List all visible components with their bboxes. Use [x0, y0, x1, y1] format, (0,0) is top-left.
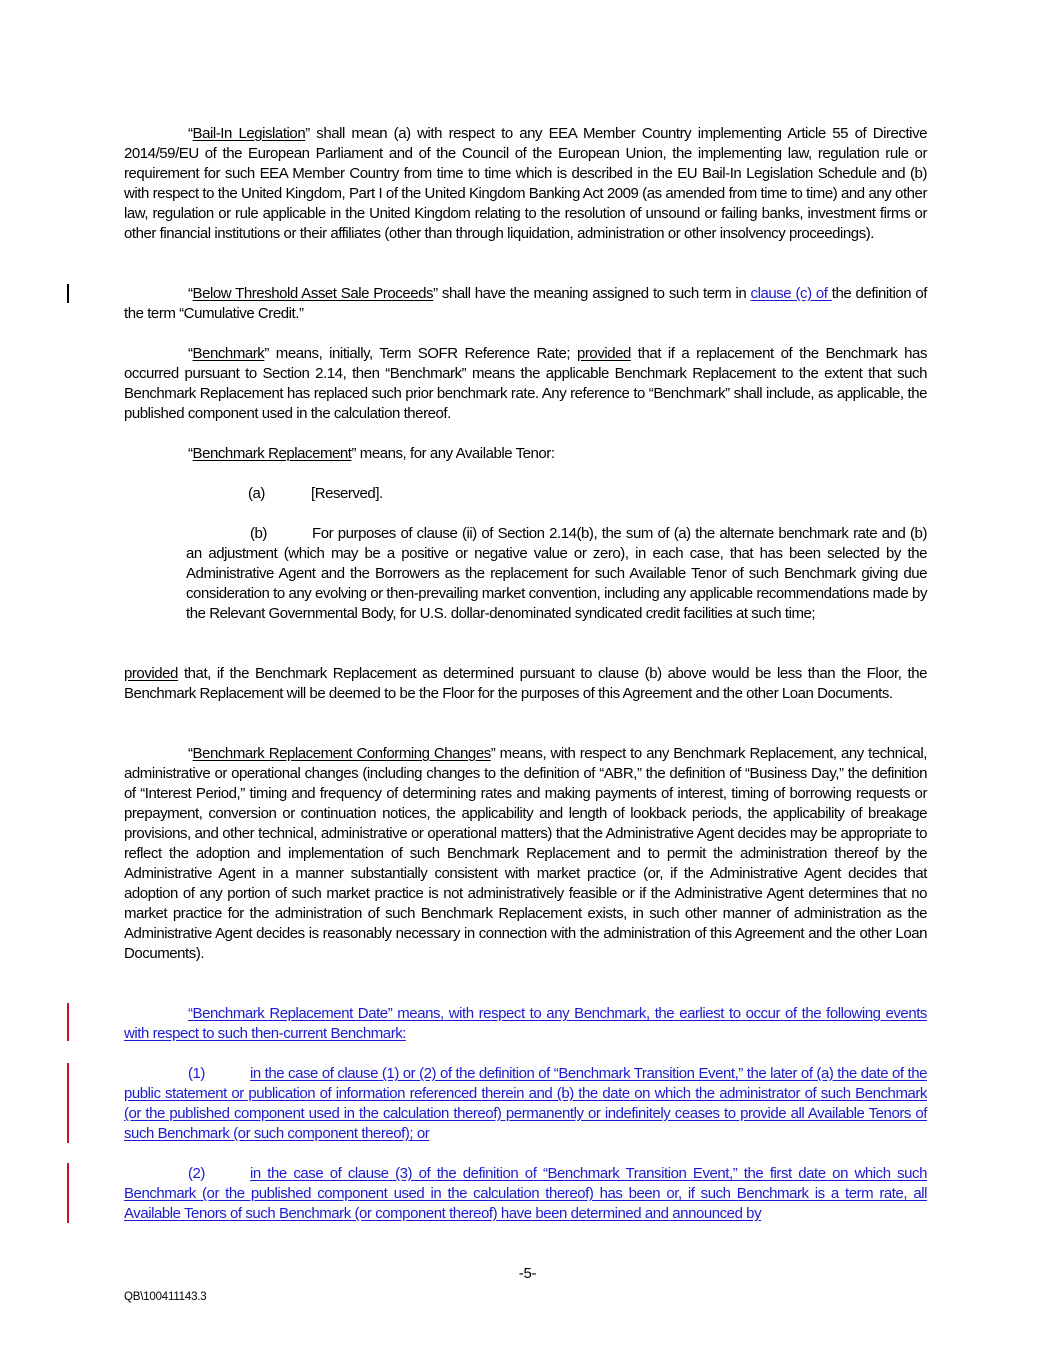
inserted-text: in the case of clause (3) of the definition of “Benchmark Transition Event,” the first date on which such Benchmark (or the published component used in the calculation thereof) has been or, if such Benchmark is a term rate, all Available Tenors of such Benchmark (or component thereof) have been determined and announced by [124, 1165, 927, 1222]
change-bar [67, 284, 69, 303]
clause-label: (1) [188, 1065, 205, 1082]
clause-1 [124, 1064, 927, 1144]
definition-text: the definition of the term “Cumulative Credit.” [124, 285, 927, 322]
definition-text: ” means, initially, Term SOFR Reference Rate; [264, 345, 577, 362]
quote-open: “ [188, 125, 193, 142]
change-bar [67, 1163, 69, 1223]
inserted-text: “Benchmark Replacement Date” means, with respect to any Benchmark, the earliest to occur of the following events with respect to such then-current Benchmark: [124, 1005, 927, 1042]
clause-b [186, 524, 927, 624]
proviso-text: that, if the Benchmark Replacement as determined pursuant to clause (b) above would be less than the Floor, the Benchmark Replacement will be deemed to be the Floor for the purposes of this Agreement and the other Loan Documents. [124, 665, 927, 702]
change-bar [67, 1003, 69, 1041]
defined-term: Benchmark Replacement Conforming Changes [192, 745, 491, 762]
clause-label: (a) [248, 485, 265, 502]
definition-conforming-changes [124, 744, 927, 964]
definition-text: that if a replacement of the Benchmark has occurred pursuant to Section 2.14, then “Benchmark” means the applicable Benchmark Replacement to the extent that such Benchmark Replacement has replaced such prior benchmark rate. Any reference to “Benchmark” shall include, as applicable, the published component used in the calculation thereof. [124, 345, 927, 422]
proviso-paragraph [124, 664, 927, 704]
definition-below-threshold [124, 284, 927, 324]
defined-term: Below Threshold Asset Sale Proceeds [192, 285, 434, 302]
quote-open: “ [188, 345, 193, 362]
defined-term: Benchmark Replacement [192, 445, 352, 462]
document-id: QB\100411143.3 [124, 1291, 207, 1303]
provided-term: provided [576, 345, 631, 362]
clause-text: [Reserved]. [311, 485, 383, 502]
quote-open: “ [188, 285, 193, 302]
quote-open: “ [188, 745, 193, 762]
definition-text: ” means, with respect to any Benchmark Replacement, any technical, administrative or operational changes (including changes to the definition of “ABR,” the definition of “Business Day,” the definition of “Interest Period,” timing and frequency of determining rates and making payments of interest, timing of borrowing requests or prepayment, conversion or continuation notices, the applicability and length of lookback periods, the applicability of breakage provisions, and other technical, administrative or operational matters) that the Administrative Agent decides may be appropriate to reflect the adoption and implementation of such Benchmark Replacement and to permit the administration thereof by the Administrative Agent in a manner substantially consistent with market practice (or, if the Administrative Agent decides that adoption of any portion of such market practice is not administratively feasible or if the Administrative Agent determines that no market practice for the administration of such Benchmark Replacement exists, in such other manner of administration as the Administrative Agent decides is reasonably necessary in connection with the administration of this Agreement and the other Loan Documents). [124, 745, 927, 962]
page-number: -5- [518, 1265, 537, 1282]
definition-bail-in-legislation [124, 124, 927, 244]
inserted-text: in the case of clause (1) or (2) of the definition of “Benchmark Transition Event,” the later of (a) the date of the public statement or publication of information referenced therein and (b) the date on which the administrator of such Benchmark (or the published component used in the calculation thereof) permanently or indefinitely ceases to provide all Available Tenors of such Benchmark (or such component thereof); or [124, 1065, 927, 1142]
inserted-text: clause (c) of [750, 285, 832, 302]
clause-label: (2) [188, 1165, 205, 1182]
clause-text: For purposes of clause (ii) of Section 2.14(b), the sum of (a) the alternate benchmark rate and (b) an adjustment (which may be a positive or negative value or zero), in each case, that has been selected by the Administrative Agent and the Borrowers as the replacement for such Available Tenor of such Benchmark giving due consideration to any evolving or then-prevailing market convention, including any applicable recommendations made by the Relevant Governmental Body, for U.S. dollar-denominated syndicated credit facilities at such time; [186, 525, 927, 622]
defined-term: Benchmark [192, 345, 265, 362]
change-bar [67, 1063, 69, 1143]
definition-text: ” shall mean (a) with respect to any EEA Member Country implementing Article 55 of Directive 2014/59/EU of the European Parliament and of the Council of the European Union, the implementing law, regulation rule or requirement for such EEA Member Country from time to time which is described in the EU Bail-In Legislation Schedule and (b) with respect to the United Kingdom, Part I of the United Kingdom Banking Act 2009 (as amended from time to time) and any other law, regulation or rule applicable in the United Kingdom relating to the resolution of unsound or failing banks, investment firms or other financial institutions or their affiliates (other than through liquidation, administration or other insolvency proceedings). [124, 125, 928, 242]
defined-term: Bail-In Legislation [192, 125, 306, 142]
definition-replacement-date [124, 1004, 927, 1044]
definition-benchmark-replacement [124, 444, 927, 464]
provided-term: provided [124, 665, 178, 682]
clause-label: (b) [250, 525, 267, 542]
quote-open: “ [188, 445, 193, 462]
definition-text: ” means, for any Available Tenor: [351, 445, 555, 462]
definition-text: ” shall have the meaning assigned to such term in [433, 285, 751, 302]
clause-2 [124, 1164, 927, 1224]
definition-benchmark [124, 344, 927, 424]
